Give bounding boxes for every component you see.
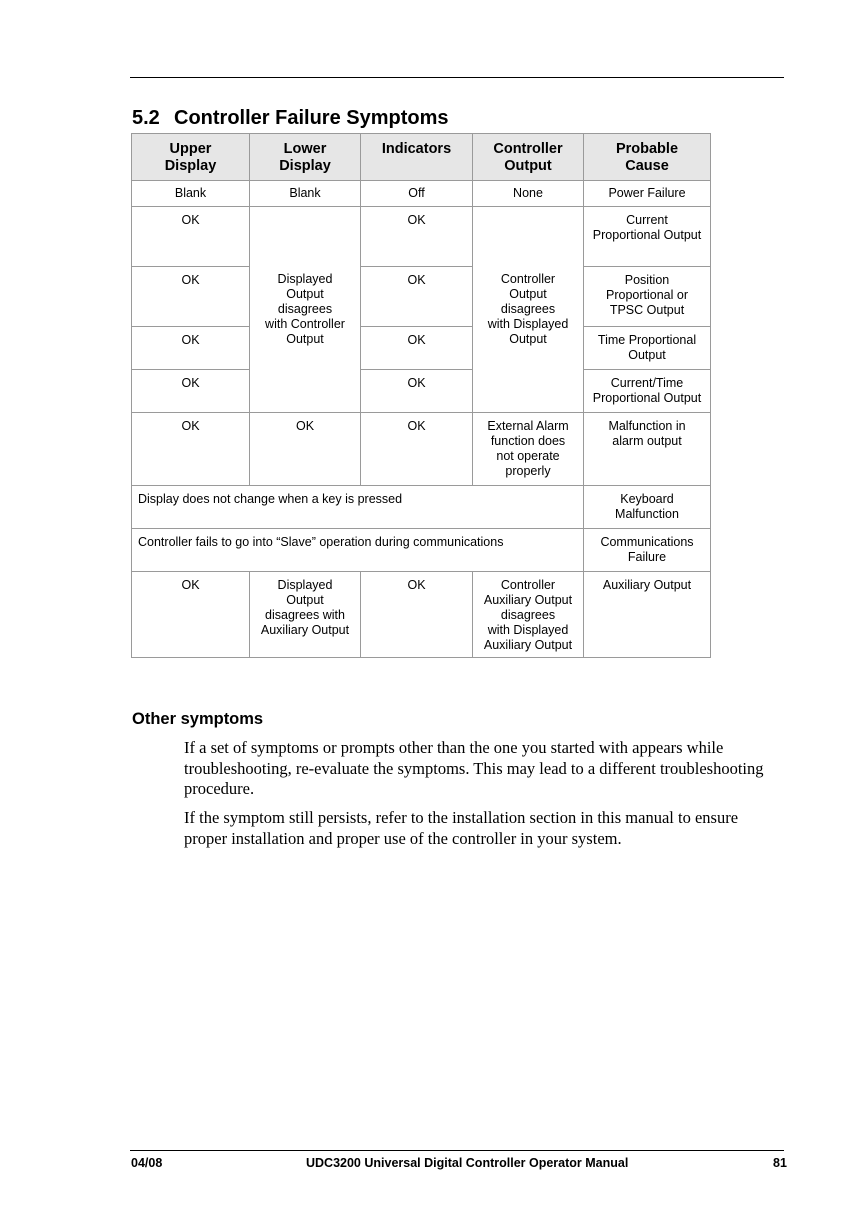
table-cell: OK <box>361 413 473 486</box>
header-probable-cause: Probable Cause <box>584 134 711 181</box>
footer-rule <box>130 1150 784 1151</box>
other-symptoms-heading: Other symptoms <box>132 710 264 728</box>
page-number: 81 <box>773 1156 787 1170</box>
other-symptoms-paragraph-2: If the symptom still persists, refer to the installation section in this manual to ensure proper installation and proper use of the controller in your system. <box>184 808 739 848</box>
table-cell: Auxiliary Output <box>584 572 711 658</box>
table-cell: OK <box>361 572 473 658</box>
table-cell-symptom: Controller fails to go into “Slave” operation during communications <box>132 529 584 572</box>
section-title <box>132 105 449 131</box>
other-symptoms-paragraph-1: If a set of symptoms or prompts other than the one you started with appears while troubleshooting, re-evaluate the symptoms. This may lead to a different troubleshooting procedure. <box>184 738 764 798</box>
table-cell: Communications Failure <box>584 529 711 572</box>
table-cell: Current/Time Proportional Output <box>584 370 711 413</box>
footer-title: UDC3200 Universal Digital Controller Operator Manual <box>306 1156 629 1170</box>
table-cell: Position Proportional or TPSC Output <box>584 267 711 327</box>
table-row <box>132 486 711 529</box>
header-controller-output: Controller Output <box>473 134 584 181</box>
table-cell: OK <box>132 572 250 658</box>
table-row <box>132 572 711 658</box>
table-row <box>132 207 711 267</box>
header-lower-display: Lower Display <box>250 134 361 181</box>
table-row <box>132 529 711 572</box>
table-cell: OK <box>132 327 250 370</box>
table-header-row <box>132 134 711 181</box>
table-cell: OK <box>361 370 473 413</box>
footer-date: 04/08 <box>131 1156 163 1170</box>
header-indicators: Indicators <box>361 134 473 181</box>
table-cell: Current Proportional Output <box>584 207 711 267</box>
table-cell: None <box>473 181 584 207</box>
section-title-text: Controller Failure Symptoms <box>174 107 449 129</box>
table-cell: OK <box>361 327 473 370</box>
table-cell: Blank <box>250 181 361 207</box>
table-cell: OK <box>132 413 250 486</box>
table-cell: OK <box>250 413 361 486</box>
section-number: 5.2 <box>132 107 160 129</box>
header-upper-display: Upper Display <box>132 134 250 181</box>
table-cell: OK <box>361 207 473 267</box>
table-row <box>132 413 711 486</box>
header-rule <box>130 77 784 78</box>
table-cell: Displayed Output disagrees with Auxiliary Output <box>250 572 361 658</box>
table-cell: Malfunction in alarm output <box>584 413 711 486</box>
table-cell: Power Failure <box>584 181 711 207</box>
table-cell: Keyboard Malfunction <box>584 486 711 529</box>
table-row <box>132 181 711 207</box>
table-cell: OK <box>361 267 473 327</box>
symptoms-table <box>131 133 711 658</box>
table-cell: OK <box>132 370 250 413</box>
table-cell: OK <box>132 267 250 327</box>
table-cell-symptom: Display does not change when a key is pressed <box>132 486 584 529</box>
table-cell: External Alarm function does not operate properly <box>473 413 584 486</box>
table-row <box>132 370 711 413</box>
table-cell: Blank <box>132 181 250 207</box>
table-cell-merged-lower-display: Displayed Output disagrees with Controller Output <box>250 207 361 413</box>
table-cell: Controller Auxiliary Output disagrees with Displayed Auxiliary Output <box>473 572 584 658</box>
table-cell-merged-controller-output: Controller Output disagrees with Displayed Output <box>473 207 584 413</box>
table-cell: OK <box>132 207 250 267</box>
table-cell: Time Proportional Output <box>584 327 711 370</box>
table-row <box>132 327 711 370</box>
table-cell: Off <box>361 181 473 207</box>
table-row <box>132 267 711 327</box>
